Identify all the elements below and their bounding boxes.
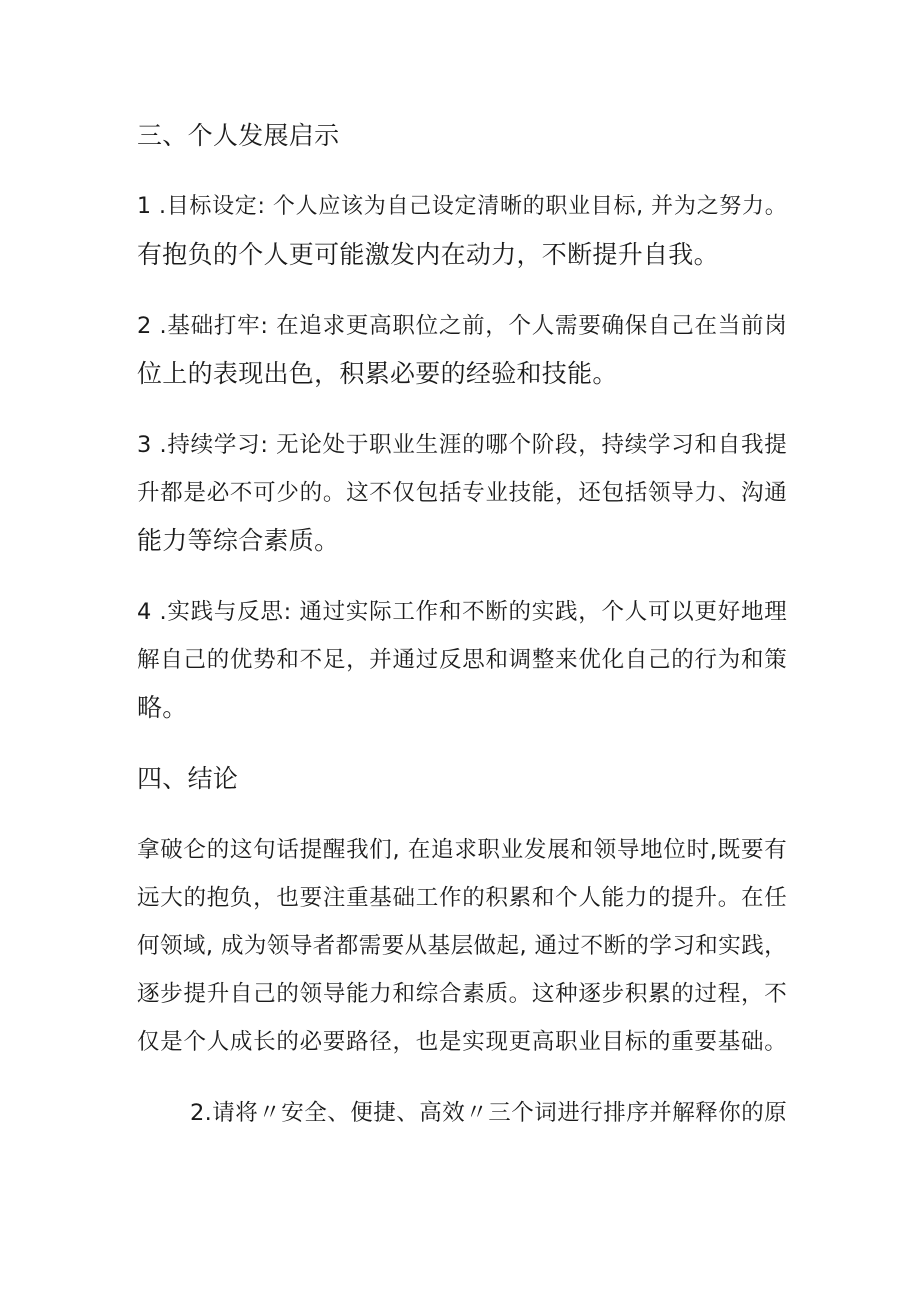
section-heading-4: 四、结论	[137, 764, 239, 793]
conclusion-line-5: 仅是个人成长的必要路径，也是实现更高职业目标的重要基础。	[137, 1029, 787, 1055]
conclusion-line-1: 拿破仑的这句话提醒我们, 在追求职业发展和领导地位时,既要有	[137, 837, 787, 863]
section-heading-3: 三、个人发展启示	[137, 121, 340, 150]
item-3-line-3: 能力等综合素质。	[137, 526, 340, 555]
item-3-line-2: 升都是必不可少的。这不仅包括专业技能，还包括领导力、沟通	[137, 480, 787, 506]
conclusion-line-3: 何领域, 成为领导者都需要从基层做起, 通过不断的学习和实践，	[137, 933, 787, 959]
item-1-line-1: 1 .目标设定: 个人应该为自己设定清晰的职业目标, 并为之努力。	[137, 194, 787, 219]
conclusion-line-4: 逐步提升自己的领导能力和综合素质。这种逐步积累的过程，不	[137, 981, 787, 1007]
item-4-line-3: 略。	[137, 693, 188, 722]
item-4-line-1: 4 .实践与反思: 通过实际工作和不断的实践，个人可以更好地理	[137, 599, 787, 625]
item-2-line-1: 2 .基础打牢: 在追求更高职位之前，个人需要确保自己在当前岗	[137, 313, 787, 339]
item-4-line-2: 解自己的优势和不足，并通过反思和调整来优化自己的行为和策	[137, 647, 787, 673]
question-2-line: 2.请将〃安全、便捷、高效〃三个词进行排序并解释你的原	[190, 1100, 787, 1126]
conclusion-line-2: 远大的抱负，也要注重基础工作的积累和个人能力的提升。在任	[137, 885, 787, 911]
item-2-line-2: 位上的表现出色，积累必要的经验和技能。	[137, 359, 618, 388]
item-1-line-2: 有抱负的个人更可能激发内在动力，不断提升自我。	[137, 240, 719, 269]
item-3-line-1: 3 .持续学习: 无论处于职业生涯的哪个阶段，持续学习和自我提	[137, 432, 787, 458]
